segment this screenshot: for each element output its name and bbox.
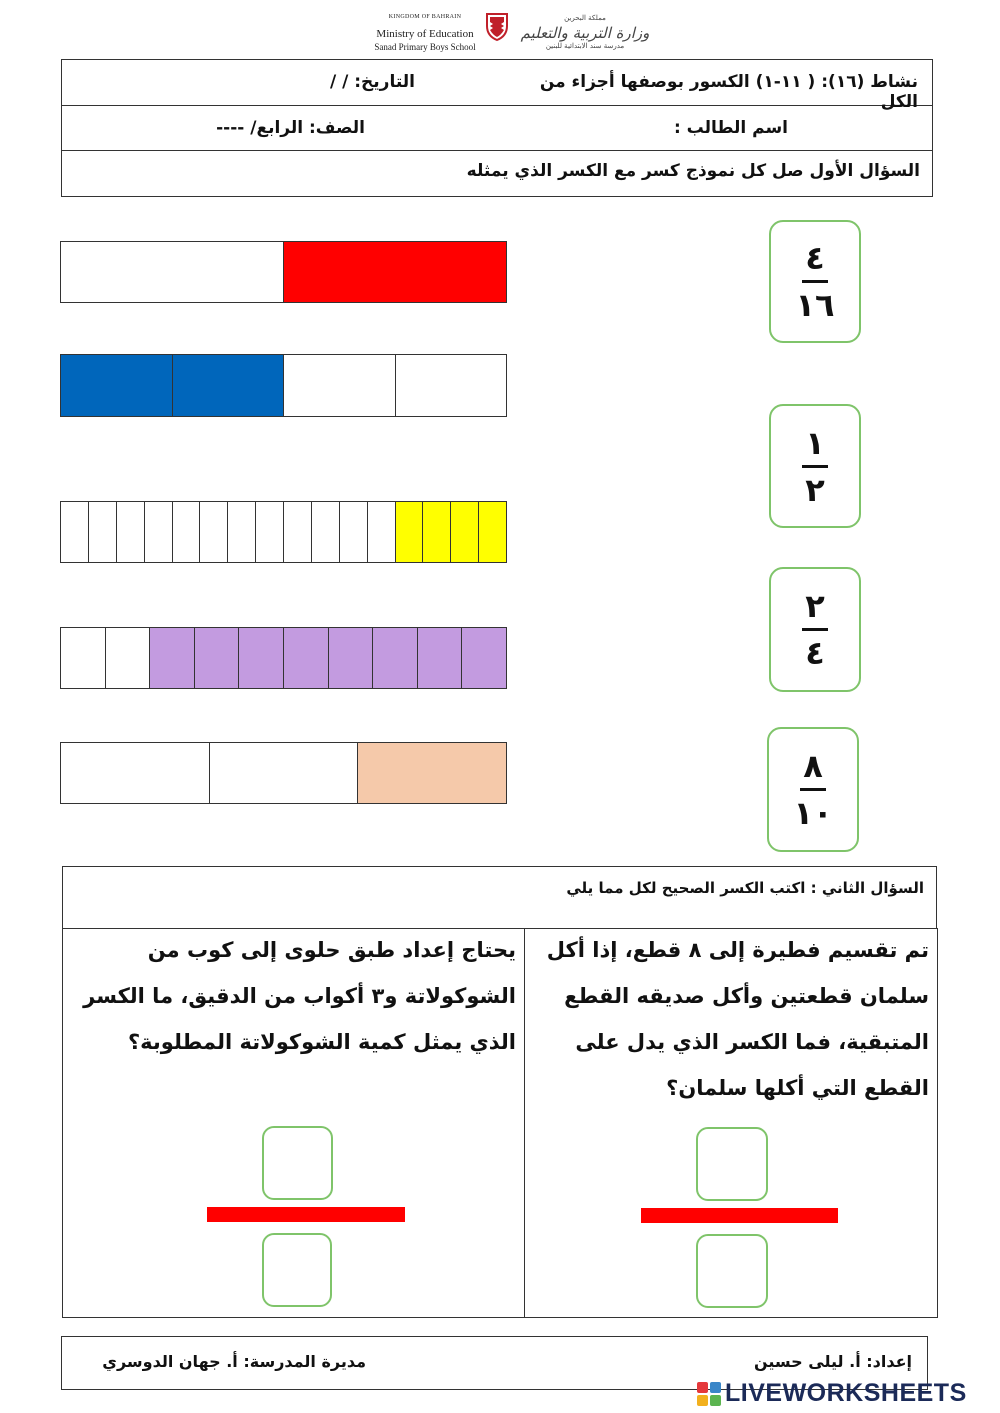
fraction-card-1-2[interactable] [769, 404, 861, 528]
fraction-line [802, 465, 828, 468]
answer-denominator-pie[interactable] [696, 1234, 768, 1308]
model-segment [150, 628, 195, 688]
numerator: ٨ [803, 747, 823, 785]
model-segment [396, 502, 424, 562]
ministry-header-ar [520, 14, 650, 50]
model-segment [479, 502, 506, 562]
model-segment [423, 502, 451, 562]
grade-label: الصف: الرابع/ ---- [216, 118, 365, 138]
denominator: ١٠ [793, 794, 833, 832]
date-label: التاريخ: / / [329, 72, 415, 92]
model-segment [89, 502, 117, 562]
model-segment [117, 502, 145, 562]
column-divider [524, 928, 525, 1318]
fraction-line [802, 628, 828, 631]
fraction-bar-pie [641, 1208, 838, 1223]
model-segment [329, 628, 374, 688]
model-segment [228, 502, 256, 562]
numerator: ١ [805, 423, 825, 462]
row-divider [61, 150, 933, 151]
model-segment [451, 502, 479, 562]
model-segment [239, 628, 284, 688]
kingdom-en: KINGDOM OF BAHRAIN [388, 14, 462, 20]
bahrain-emblem-icon [485, 12, 509, 42]
kingdom-ar: مملكة البحرين [564, 14, 606, 22]
model-tenths[interactable] [60, 627, 507, 689]
question-two-title: السؤال الثاني : اكتب الكسر الصحيح لكل مما يلي [566, 879, 924, 897]
question-one: السؤال الأول صل كل نموذج كسر مع الكسر الذي يمثله [466, 161, 920, 181]
problem-dessert: يحتاج إعداد طبق حلوى إلى كوب من الشوكولاتة و٣ أكواب من الدقيق، ما الكسر الذي يمثل كمية الشوكولاتة المطلوبة؟ [83, 938, 516, 1054]
model-segment [61, 355, 173, 416]
principal: مديرة المدرسة: أ. جهان الدوسري [102, 1352, 366, 1371]
model-segment [256, 502, 284, 562]
fraction-card-4-16[interactable] [769, 220, 861, 343]
answer-numerator-pie[interactable] [696, 1127, 768, 1201]
numerator: ٢ [805, 587, 825, 625]
model-segment [358, 743, 506, 803]
model-segment [462, 628, 506, 688]
model-segment [195, 628, 240, 688]
model-segment [396, 355, 507, 416]
model-segment [61, 502, 89, 562]
model-segment [210, 743, 359, 803]
model-segment [145, 502, 173, 562]
liveworksheets-brand[interactable] [697, 1379, 967, 1408]
liveworksheets-logo-icon [697, 1382, 721, 1406]
school-ar: مدرسة سند الابتدائية للبنين [545, 42, 625, 50]
fraction-card-2-4[interactable] [769, 567, 861, 692]
denominator: ١٦ [795, 286, 835, 324]
ministry-en: Ministry of Education [376, 28, 474, 40]
prepared-by: إعداد: أ. ليلى حسين [753, 1352, 912, 1371]
model-segment [418, 628, 463, 688]
denominator: ٢ [805, 470, 825, 509]
liveworksheets-text: LIVEWORKSHEETS [725, 1379, 967, 1407]
model-segment [173, 355, 285, 416]
model-segment [173, 502, 201, 562]
model-segment [61, 242, 284, 302]
fraction-card-8-10[interactable] [767, 727, 859, 852]
model-segment [284, 355, 396, 416]
school-en: Sanad Primary Boys School [374, 42, 476, 52]
model-thirds[interactable] [60, 742, 507, 804]
model-segment [340, 502, 368, 562]
ministry-ar: وزارة التربية والتعليم [520, 24, 650, 42]
model-segment [106, 628, 151, 688]
student-name-label: اسم الطالب : [673, 118, 788, 138]
activity-title: نشاط (١٦): ( ١١-١) الكسور بوصفها أجزاء من الكل [539, 72, 918, 112]
fraction-bar-dessert [207, 1207, 405, 1222]
model-quarters[interactable] [60, 354, 507, 417]
denominator: ٤ [805, 634, 825, 672]
model-segment [368, 502, 396, 562]
model-sixteenths[interactable] [60, 501, 507, 563]
model-segment [312, 502, 340, 562]
model-segment [61, 743, 210, 803]
fraction-line [800, 788, 826, 791]
model-halves[interactable] [60, 241, 507, 303]
answer-numerator-dessert[interactable] [262, 1126, 333, 1200]
model-segment [284, 628, 329, 688]
ministry-header-en [360, 14, 490, 52]
model-segment [200, 502, 228, 562]
model-segment [284, 502, 312, 562]
model-segment [284, 242, 506, 302]
question-two-header [62, 866, 937, 929]
answer-denominator-dessert[interactable] [262, 1233, 332, 1307]
numerator: ٤ [805, 239, 825, 277]
model-segment [61, 628, 106, 688]
model-segment [373, 628, 418, 688]
fraction-line [802, 280, 828, 283]
problem-pie: تم تقسيم فطيرة إلى ٨ قطع، إذا أكل سلمان قطعتين وأكل صديقه القطع المتبقية، فما الكسر الذي يدل على القطع التي أكلها سلمان؟ [546, 938, 929, 1100]
